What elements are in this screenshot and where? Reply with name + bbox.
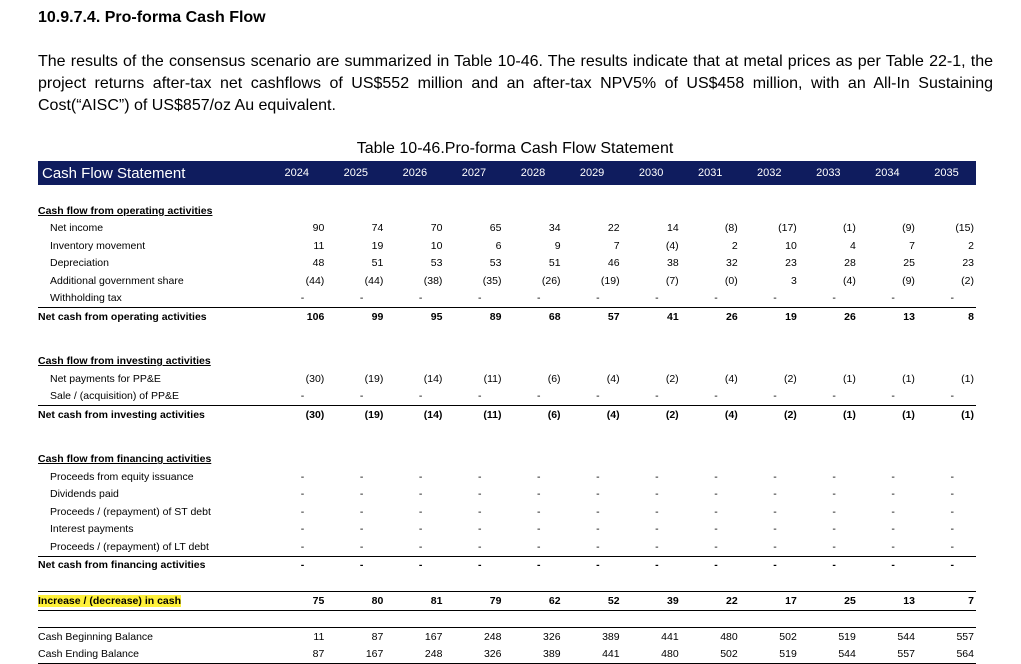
table-cell: 480 <box>622 646 681 664</box>
table-cell: - <box>300 523 305 536</box>
table-cell: 10 <box>785 239 797 252</box>
table-row <box>38 388 976 406</box>
table-cell: (2) <box>665 372 679 385</box>
table-cell: - <box>537 390 541 403</box>
year-header: 2028 <box>503 161 562 185</box>
table-cell: - <box>537 470 541 483</box>
table-cell: - <box>832 540 836 553</box>
table-cell: 519 <box>799 628 858 646</box>
table-cell: (4) <box>843 274 856 287</box>
table-cell: 9 <box>554 239 561 252</box>
table-cell: 74 <box>371 222 384 235</box>
table-cell: 17 <box>740 592 799 611</box>
table-cell: - <box>891 390 895 403</box>
table-cell: - <box>655 470 659 483</box>
table-cell: - <box>326 556 385 574</box>
table-cell: 11 <box>267 628 326 646</box>
table-cell: 51 <box>371 257 384 270</box>
table-cell: (2) <box>783 372 797 385</box>
spacer-row <box>38 343 976 353</box>
table-cell: - <box>537 292 541 305</box>
table-cell: 51 <box>548 257 561 270</box>
table-cell: (14) <box>423 372 443 385</box>
table-cell: 326 <box>444 646 503 664</box>
table-cell: - <box>444 556 503 574</box>
table-caption: Table 10-46.Pro-forma Cash Flow Statement <box>356 140 674 157</box>
table-cell: 46 <box>607 257 620 270</box>
table-cell: 39 <box>622 592 681 611</box>
row-label: Proceeds / (repayment) of LT debt <box>50 540 209 553</box>
table-cell: (9) <box>902 274 915 287</box>
table-cell: - <box>477 470 482 483</box>
table-cell: 99 <box>326 308 385 326</box>
table-cell: (6) <box>503 406 562 424</box>
table-cell: (4) <box>665 239 679 252</box>
table-cell: (1) <box>843 372 856 385</box>
table-cell: 79 <box>444 592 503 611</box>
table-cell: (8) <box>724 222 738 235</box>
table-cell: - <box>622 556 681 574</box>
table-cell: (2) <box>961 274 974 287</box>
table-cell: - <box>773 488 777 501</box>
year-header: 2025 <box>326 161 385 185</box>
table-cell: 2 <box>968 239 974 252</box>
table-cell: 87 <box>267 646 326 664</box>
table-cell: - <box>300 488 305 501</box>
table-cell: - <box>418 540 423 553</box>
increase-row <box>38 592 976 611</box>
table-cell: - <box>950 488 954 501</box>
spacer-row <box>38 611 976 628</box>
table-cell: 6 <box>495 239 502 252</box>
table-cell: 95 <box>385 308 444 326</box>
table-row <box>38 521 976 539</box>
cash-flow-table <box>38 161 976 664</box>
table-cell: 23 <box>785 257 797 270</box>
section-header-row <box>38 451 976 469</box>
table-cell: - <box>773 505 777 518</box>
table-cell: (44) <box>305 274 325 287</box>
table-cell: (14) <box>385 406 444 424</box>
ending-label: Cash Ending Balance <box>38 646 267 664</box>
table-cell: 389 <box>503 646 562 664</box>
table-row <box>38 255 976 273</box>
table-cell: (17) <box>778 222 797 235</box>
table-cell: (1) <box>961 372 974 385</box>
table-cell: 13 <box>858 308 917 326</box>
table-cell: 38 <box>666 257 679 270</box>
table-cell: - <box>596 292 600 305</box>
table-cell: - <box>359 470 364 483</box>
table-cell: - <box>477 292 482 305</box>
table-cell: 544 <box>858 628 917 646</box>
table-cell: 441 <box>563 646 622 664</box>
table-cell: - <box>714 488 718 501</box>
table-cell: 441 <box>622 628 681 646</box>
table-cell: - <box>714 505 718 518</box>
summary-paragraph: The results of the consensus scenario are summarized in Table 10-46. The results indicate that at metal prices as per Table 22-1, the project returns after-tax net cashflows of US$552 million and an after-tax NPV5% of US$458 million, with an All-In Sustaining Cost(“AISC”) of US$857/oz Au equivalent. <box>38 53 993 114</box>
table-cell: 544 <box>799 646 858 664</box>
table-cell: - <box>799 556 858 574</box>
table-cell: - <box>359 540 364 553</box>
beginning-balance-row <box>38 628 976 646</box>
table-cell: - <box>596 470 600 483</box>
table-cell: - <box>477 505 482 518</box>
table-cell: 106 <box>267 308 326 326</box>
total-label: Net cash from investing activities <box>38 406 267 424</box>
table-cell: 7 <box>909 239 915 252</box>
table-cell: 26 <box>799 308 858 326</box>
table-cell: - <box>714 470 718 483</box>
table-cell: - <box>477 488 482 501</box>
table-cell: - <box>655 523 659 536</box>
table-cell: - <box>359 523 364 536</box>
table-cell: (2) <box>740 406 799 424</box>
year-header: 2035 <box>917 161 976 185</box>
table-cell: - <box>891 488 895 501</box>
row-label: Net income <box>50 222 104 235</box>
table-cell: - <box>655 540 659 553</box>
increase-label: Increase / (decrease) in cash <box>38 595 181 607</box>
table-cell: - <box>418 505 423 518</box>
year-header: 2031 <box>681 161 740 185</box>
table-cell: - <box>300 470 305 483</box>
table-title: Cash Flow Statement <box>38 161 267 185</box>
table-cell: - <box>858 556 917 574</box>
table-cell: - <box>917 556 976 574</box>
table-cell: (6) <box>547 372 561 385</box>
table-cell: 3 <box>790 274 797 287</box>
table-cell: - <box>477 523 482 536</box>
table-cell: 19 <box>371 239 384 252</box>
table-cell: - <box>950 505 954 518</box>
table-cell: - <box>950 523 954 536</box>
section-header: Cash flow from operating activities <box>38 204 213 217</box>
table-cell: - <box>891 470 895 483</box>
table-cell: 62 <box>503 592 562 611</box>
table-row <box>38 290 976 308</box>
table-cell: 22 <box>681 592 740 611</box>
table-row <box>38 220 976 238</box>
row-label: Proceeds / (repayment) of ST debt <box>50 505 211 518</box>
table-cell: - <box>832 292 836 305</box>
total-label: Net cash from financing activities <box>38 556 267 574</box>
spacer-row <box>38 574 976 592</box>
table-cell: 2 <box>731 239 738 252</box>
table-cell: 11 <box>313 239 325 252</box>
table-cell: 90 <box>312 222 325 235</box>
total-row <box>38 406 976 424</box>
table-cell: - <box>832 390 836 403</box>
table-cell: (4) <box>681 406 740 424</box>
table-cell: 557 <box>917 628 976 646</box>
table-cell: - <box>418 470 423 483</box>
table-cell: - <box>891 292 895 305</box>
table-cell: (4) <box>563 406 622 424</box>
table-cell: 19 <box>740 308 799 326</box>
section-heading: 10.9.7.4. Pro-forma Cash Flow <box>38 9 266 26</box>
table-cell: - <box>714 523 718 536</box>
table-cell: - <box>832 470 836 483</box>
table-row <box>38 503 976 521</box>
table-cell: 81 <box>385 592 444 611</box>
table-cell: (19) <box>326 406 385 424</box>
table-cell: 53 <box>430 257 443 270</box>
table-cell: (1) <box>843 222 856 235</box>
table-cell: (2) <box>622 406 681 424</box>
table-cell: 25 <box>903 257 915 270</box>
table-cell: - <box>477 540 482 553</box>
table-cell: (38) <box>423 274 443 287</box>
table-cell: (15) <box>955 222 974 235</box>
year-header: 2032 <box>740 161 799 185</box>
table-cell: - <box>596 390 600 403</box>
table-cell: - <box>714 540 718 553</box>
table-cell: - <box>832 505 836 518</box>
table-cell: 52 <box>563 592 622 611</box>
table-cell: - <box>418 390 423 403</box>
table-cell: 167 <box>385 628 444 646</box>
table-cell: 389 <box>563 628 622 646</box>
table-cell: - <box>300 505 305 518</box>
table-cell: - <box>477 390 482 403</box>
table-cell: - <box>950 292 954 305</box>
table-cell: 23 <box>962 257 974 270</box>
year-header: 2034 <box>858 161 917 185</box>
table-cell: 7 <box>613 239 620 252</box>
table-row <box>38 370 976 388</box>
table-cell: (9) <box>902 222 915 235</box>
table-cell: (11) <box>483 372 502 385</box>
spacer-row <box>38 326 976 343</box>
table-cell: - <box>563 556 622 574</box>
table-cell: 80 <box>326 592 385 611</box>
table-cell: - <box>359 292 364 305</box>
table-caption-row <box>0 140 1021 158</box>
table-cell: 26 <box>681 308 740 326</box>
beginning-label: Cash Beginning Balance <box>38 628 267 646</box>
table-cell: 13 <box>858 592 917 611</box>
table-row <box>38 486 976 504</box>
table-cell: - <box>267 556 326 574</box>
table-cell: 564 <box>917 646 976 664</box>
table-row <box>38 237 976 255</box>
row-label: Withholding tax <box>50 292 122 305</box>
spacer-row <box>38 441 976 451</box>
table-cell: 4 <box>850 239 856 252</box>
table-cell: - <box>503 556 562 574</box>
table-cell: - <box>596 488 600 501</box>
table-cell: 41 <box>622 308 681 326</box>
table-cell: - <box>596 540 600 553</box>
row-label: Dividends paid <box>50 488 119 501</box>
table-cell: (30) <box>267 406 326 424</box>
table-cell: (11) <box>444 406 503 424</box>
table-cell: - <box>950 390 954 403</box>
table-cell: 57 <box>563 308 622 326</box>
table-cell: - <box>537 523 541 536</box>
table-cell: - <box>655 488 659 501</box>
table-cell: (0) <box>724 274 738 287</box>
table-cell: - <box>418 292 423 305</box>
table-cell: 65 <box>489 222 502 235</box>
table-cell: 34 <box>548 222 561 235</box>
table-cell: (44) <box>364 274 384 287</box>
table-cell: - <box>773 390 777 403</box>
table-cell: - <box>418 488 423 501</box>
section-header-row <box>38 202 976 220</box>
table-cell: - <box>300 390 305 403</box>
table-cell: - <box>596 523 600 536</box>
row-label: Inventory movement <box>50 239 146 252</box>
table-cell: - <box>773 292 777 305</box>
table-cell: 28 <box>844 257 856 270</box>
table-row <box>38 272 976 290</box>
table-cell: - <box>891 523 895 536</box>
ending-balance-row <box>38 646 976 664</box>
table-cell: - <box>832 523 836 536</box>
table-cell: - <box>714 292 718 305</box>
spacer-row <box>38 185 976 202</box>
row-label: Additional government share <box>50 274 184 287</box>
table-cell: 25 <box>799 592 858 611</box>
table-cell: (30) <box>305 372 325 385</box>
spacer-row <box>38 424 976 441</box>
table-header-row <box>38 161 976 185</box>
table-cell: 75 <box>267 592 326 611</box>
table-cell: - <box>950 540 954 553</box>
table-cell: - <box>714 390 718 403</box>
table-cell: - <box>359 505 364 518</box>
table-cell: - <box>832 488 836 501</box>
table-cell: - <box>655 390 659 403</box>
table-cell: - <box>537 505 541 518</box>
table-cell: (19) <box>600 274 620 287</box>
table-cell: - <box>300 540 305 553</box>
row-label: Proceeds from equity issuance <box>50 470 194 483</box>
year-header: 2027 <box>444 161 503 185</box>
table-cell: 53 <box>489 257 502 270</box>
table-cell: - <box>773 470 777 483</box>
table-cell: - <box>773 523 777 536</box>
table-row <box>38 468 976 486</box>
section-header: Cash flow from financing activities <box>38 453 212 466</box>
total-label: Net cash from operating activities <box>38 308 267 326</box>
row-label: Depreciation <box>50 257 109 270</box>
table-cell: - <box>655 292 659 305</box>
table-cell: 68 <box>503 308 562 326</box>
table-cell: - <box>891 540 895 553</box>
total-row <box>38 308 976 326</box>
table-cell: (4) <box>724 372 738 385</box>
table-cell: - <box>950 470 954 483</box>
table-cell: 32 <box>726 257 738 270</box>
table-cell: 519 <box>740 646 799 664</box>
table-cell: 480 <box>681 628 740 646</box>
table-cell: - <box>385 556 444 574</box>
table-cell: - <box>773 540 777 553</box>
table-cell: 167 <box>326 646 385 664</box>
table-cell: 87 <box>326 628 385 646</box>
table-cell: (7) <box>665 274 679 287</box>
table-cell: 10 <box>430 239 443 252</box>
table-cell: - <box>418 523 423 536</box>
table-cell: - <box>596 505 600 518</box>
row-label: Interest payments <box>50 523 134 536</box>
section-header: Cash flow from investing activities <box>38 355 211 368</box>
table-cell: 7 <box>917 592 976 611</box>
table-cell: (1) <box>917 406 976 424</box>
table-cell: 502 <box>740 628 799 646</box>
table-cell: - <box>655 505 659 518</box>
table-cell: (4) <box>606 372 620 385</box>
table-cell: (1) <box>799 406 858 424</box>
table-cell: (1) <box>858 406 917 424</box>
table-row <box>38 538 976 556</box>
table-cell: 89 <box>444 308 503 326</box>
table-cell: 502 <box>681 646 740 664</box>
row-label: Net payments for PP&E <box>50 372 161 385</box>
year-header: 2029 <box>563 161 622 185</box>
year-header: 2026 <box>385 161 444 185</box>
section-header-row <box>38 353 976 371</box>
table-cell: - <box>359 390 364 403</box>
table-cell: (1) <box>902 372 915 385</box>
table-cell: 248 <box>444 628 503 646</box>
year-header: 2030 <box>622 161 681 185</box>
table-cell: (35) <box>482 274 502 287</box>
table-cell: (19) <box>364 372 384 385</box>
table-cell: (26) <box>541 274 561 287</box>
table-cell: 8 <box>917 308 976 326</box>
table-cell: 248 <box>385 646 444 664</box>
table-cell: - <box>537 488 541 501</box>
total-row <box>38 556 976 574</box>
table-cell: 14 <box>666 222 679 235</box>
year-header: 2033 <box>799 161 858 185</box>
table-cell: 48 <box>312 257 325 270</box>
row-label: Sale / (acquisition) of PP&E <box>50 390 179 403</box>
table-cell: 22 <box>607 222 620 235</box>
table-cell: - <box>740 556 799 574</box>
year-header: 2024 <box>267 161 326 185</box>
table-cell: 70 <box>430 222 443 235</box>
table-cell: - <box>359 488 364 501</box>
table-cell: - <box>537 540 541 553</box>
table-cell: - <box>300 292 305 305</box>
increase-label-cell <box>38 592 267 611</box>
table-cell: 557 <box>858 646 917 664</box>
table-cell: - <box>681 556 740 574</box>
table-cell: - <box>891 505 895 518</box>
table-cell: 326 <box>503 628 562 646</box>
